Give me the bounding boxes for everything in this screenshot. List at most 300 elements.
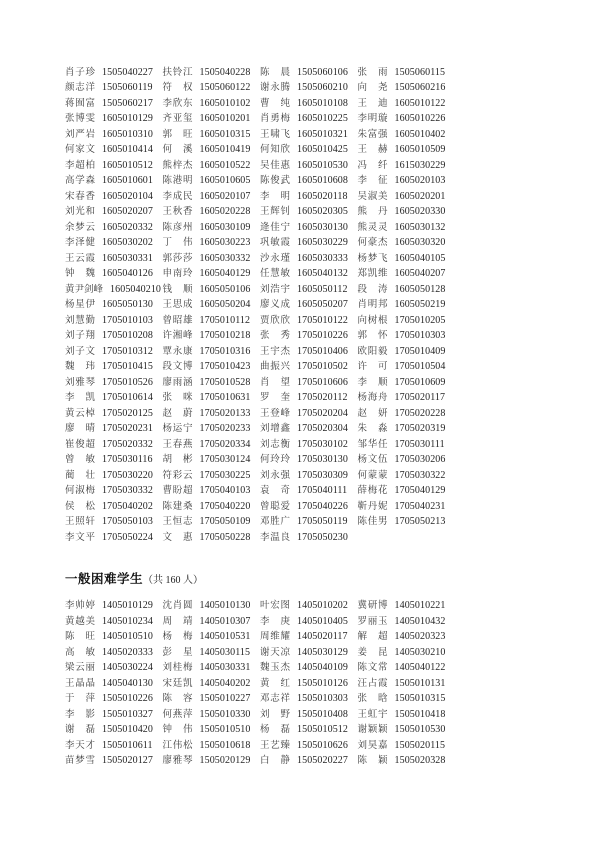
student-id: 1605040132 [297,268,348,280]
student-name: 刘浩宇 [260,284,290,295]
student-name: 许湘峰 [162,331,193,342]
student-id: 1605010414 [102,144,153,156]
student-entry [358,234,456,248]
student-row [65,752,600,768]
student-entry [260,327,358,341]
student-entry [358,690,456,704]
student-id: 1605010226 [394,113,446,125]
student-id: 1505020129 [199,755,251,767]
student-row [65,528,600,544]
student-name: 白静 [260,756,290,767]
student-entry [65,659,163,673]
student-name: 李超柏 [65,160,95,171]
student-id: 1705030225 [199,469,251,481]
student-name: 刘增鑫 [260,424,290,435]
student-id: 1705010208 [102,330,153,342]
student-name: 宋廷凯 [162,678,193,689]
student-id: 1705050213 [394,516,446,528]
student-entry [163,721,261,735]
student-name: 钱顺 [162,284,193,295]
student-entry [358,420,456,434]
student-entry [260,498,358,512]
student-name: 周靖 [162,616,193,627]
student-row [65,690,600,706]
student-id: 1705010316 [199,345,251,357]
student-name: 王辉钊 [260,207,290,218]
student-name: 彭星 [162,647,193,658]
student-name: 陈建桑 [162,501,193,512]
student-id: 1405020117 [297,631,348,643]
student-name: 汪占霞 [357,678,388,689]
student-entry [260,706,358,720]
student-name: 解超 [357,632,388,643]
roster-continued-section [65,63,600,544]
student-row [65,218,600,234]
student-entry [163,389,261,403]
student-name: 谢永腾 [260,83,290,94]
student-name: 段涛 [357,284,388,295]
student-id: 1605050219 [394,299,446,311]
student-entry [260,529,358,543]
student-id: 1605010608 [297,175,348,187]
student-entry [65,281,163,295]
student-id: 1705040231 [394,500,446,512]
student-entry [358,296,456,310]
student-entry [163,420,261,434]
student-name: 廖雅琴 [162,756,193,767]
student-entry [163,312,261,326]
student-id: 1705010504 [394,361,446,373]
student-id: 1705020304 [297,423,348,435]
student-entry [260,219,358,233]
student-row [65,659,600,675]
student-id: 1605030332 [199,252,251,264]
student-entry [163,95,261,109]
student-name: 符权 [162,83,193,94]
student-name: 杨磊 [260,725,290,736]
student-entry [163,358,261,372]
student-entry [65,675,163,689]
student-name: 李帅婷 [65,601,95,612]
student-id: 1605010129 [102,113,153,125]
student-entry [358,498,456,512]
student-name: 王云霞 [65,253,95,264]
student-name: 刘永强 [260,470,290,481]
student-id: 1605010402 [394,128,446,140]
student-name: 曾昭雄 [162,315,193,326]
student-name: 逄佳宁 [260,222,290,233]
student-entry [65,172,163,186]
student-name: 张雨 [357,67,388,78]
student-id: 1605020332 [102,221,153,233]
student-entry [260,752,358,766]
student-name: 王登峰 [260,408,290,419]
student-name: 肖明邦 [357,300,388,311]
student-name: 邓志祥 [260,694,290,705]
student-id: 1505020127 [102,755,153,767]
student-entry [163,219,261,233]
student-name: 杨海舟 [357,393,388,404]
student-entry [65,327,163,341]
student-id: 1705010406 [297,345,348,357]
student-name: 陈彦州 [162,222,193,233]
student-entry [163,706,261,720]
student-name: 郭旺 [162,129,193,140]
student-id: 1705050228 [199,531,251,543]
student-name: 杨文伍 [357,455,388,466]
student-name: 廖雨涵 [162,377,193,388]
student-entry [65,690,163,704]
student-name: 江伟松 [162,740,193,751]
student-entry [358,613,456,627]
student-id: 1705040111 [297,485,348,497]
student-id: 1505010131 [394,677,446,689]
student-name: 王迪 [357,98,388,109]
student-row [65,389,600,405]
student-name: 吴佳惠 [260,160,290,171]
student-entry [163,613,261,627]
student-name: 王照轩 [65,517,95,528]
student-name: 刘子文 [65,346,95,357]
student-entry [163,265,261,279]
student-id: 1505010626 [297,739,348,751]
student-row [65,156,600,172]
student-id: 1705020332 [102,438,153,450]
student-row [65,141,600,157]
student-row [65,125,600,141]
student-id: 1705010415 [102,361,153,373]
student-id: 1705030220 [102,469,153,481]
student-id: 1605010315 [199,128,251,140]
student-id: 1705050119 [297,516,348,528]
student-entry [65,737,163,751]
student-row [65,435,600,451]
student-name: 陈佳男 [357,517,388,528]
student-entry [358,482,456,496]
student-id: 1505010126 [297,677,348,689]
student-id: 1605040207 [394,268,446,280]
student-entry [163,628,261,642]
student-entry [358,250,456,264]
student-row [65,597,600,613]
student-id: 1605050207 [297,299,348,311]
student-id: 1605010605 [199,175,251,187]
student-id: 1705010112 [199,314,251,326]
student-name: 吴淑美 [357,191,388,202]
student-entry [163,644,261,658]
student-id: 1705010502 [297,361,348,373]
student-name: 钟伟 [162,725,193,736]
student-id: 1405010510 [102,631,153,643]
student-name: 陈俊武 [260,176,290,187]
student-id: 1605030130 [297,221,348,233]
student-entry [163,529,261,543]
student-entry [358,721,456,735]
student-id: 1705020228 [394,407,446,419]
student-name: 陈文常 [357,663,388,674]
student-id: 1705020204 [297,407,348,419]
student-id: 1605020107 [199,190,251,202]
student-id: 1705020319 [394,423,446,435]
student-name: 冀研博 [357,601,388,612]
student-name: 张秀 [260,331,290,342]
student-id: 1705020117 [394,392,446,404]
student-id: 1505010327 [102,708,153,720]
student-name: 谢磊 [65,725,95,736]
student-entry [358,141,456,155]
student-id: 1705040226 [297,500,348,512]
student-name: 杨梅 [162,632,193,643]
student-id: 1605050130 [102,299,153,311]
student-id: 1705040202 [102,500,153,512]
student-entry [163,172,261,186]
student-id: 1505010330 [199,708,251,720]
student-entry [65,157,163,171]
student-name: 周维耀 [260,632,290,643]
student-name: 杨星伊 [65,300,95,311]
student-id: 1605030229 [297,237,348,249]
student-id: 1605050106 [199,283,251,295]
student-id: 1705030111 [394,438,445,450]
student-entry [163,203,261,217]
student-entry [358,389,456,403]
student-name: 何淑梅 [65,486,95,497]
student-id: 1705010423 [199,361,251,373]
student-name: 李温良 [260,532,290,543]
student-entry [260,141,358,155]
student-entry [163,327,261,341]
student-id: 1705010614 [102,392,153,404]
student-entry [358,675,456,689]
student-name: 王恒志 [162,517,193,528]
student-name: 崔俊超 [65,439,95,450]
student-name: 齐亚玺 [162,114,193,125]
student-entry [163,436,261,450]
student-entry [163,343,261,357]
student-entry [260,405,358,419]
student-id: 1405030129 [297,646,348,658]
student-entry [65,436,163,450]
student-name: 黄红 [260,678,290,689]
student-entry [358,659,456,673]
student-entry [65,250,163,264]
student-name: 陈晨 [260,67,290,78]
student-entry [65,420,163,434]
student-id: 1505010303 [297,693,348,705]
student-id: 1705020231 [102,423,153,435]
student-entry [65,265,163,279]
student-id: 1605010509 [394,144,446,156]
student-name: 罗丽玉 [357,616,388,627]
student-name: 谢颖颖 [357,725,388,736]
student-name: 朱淼 [357,424,388,435]
student-row [65,265,600,281]
student-row [65,497,600,513]
student-name: 苗梦雪 [65,756,95,767]
student-entry [65,343,163,357]
student-name: 王秋香 [162,207,193,218]
student-id: 1705010526 [102,376,153,388]
student-name: 宋春香 [65,191,95,202]
student-name: 王虹宇 [357,709,388,720]
student-id: 1605010601 [102,175,153,187]
student-name: 蒋囿富 [65,98,95,109]
student-entry [358,64,456,78]
student-name: 曾敏 [65,455,95,466]
student-name: 何燕萍 [162,709,193,720]
student-id: 1605010102 [199,97,251,109]
student-entry [260,79,358,93]
student-id: 1705050103 [102,516,153,528]
student-name: 侯松 [65,501,95,512]
student-name: 黄尹剑峰 [65,284,104,295]
student-entry [65,110,163,124]
student-id: 1605030202 [102,237,153,249]
student-entry [260,250,358,264]
student-id: 1605020103 [394,175,446,187]
student-entry [65,482,163,496]
student-entry [163,141,261,155]
student-name: 王啸飞 [260,129,290,140]
student-name: 李成民 [162,191,193,202]
student-entry [358,628,456,642]
student-entry [163,374,261,388]
student-row [65,373,600,389]
student-entry [260,613,358,627]
student-entry [260,628,358,642]
student-name: 杨运宁 [162,424,193,435]
student-name: 刘严岩 [65,129,95,140]
student-id: 1505010418 [394,708,446,720]
student-name: 何豪杰 [357,238,388,249]
student-id: 1405010234 [102,615,153,627]
student-id: 1505010618 [199,739,251,751]
student-entry [163,737,261,751]
student-id: 1705020112 [297,392,348,404]
student-name: 刘昊嘉 [357,740,388,751]
student-entry [260,389,358,403]
student-entry [358,126,456,140]
student-id: 1605020330 [394,206,446,218]
student-id: 1705010218 [199,330,251,342]
student-entry [260,110,358,124]
student-entry [163,752,261,766]
student-entry [358,203,456,217]
student-entry [260,467,358,481]
student-id: 1705030309 [297,469,348,481]
student-entry [65,126,163,140]
student-id: 1605040126 [102,268,153,280]
student-id: 1705020133 [199,407,251,419]
student-entry [260,374,358,388]
student-entry [65,79,163,93]
student-name: 符彩云 [162,470,193,481]
student-entry [260,436,358,450]
student-name: 曹盼超 [162,486,193,497]
student-name: 黄越美 [65,616,95,627]
student-entry [260,482,358,496]
student-entry [358,405,456,419]
student-name: 赵蔚 [162,408,193,419]
student-id: 1405030210 [394,646,446,658]
student-entry [358,451,456,465]
student-entry [260,281,358,295]
student-entry [163,188,261,202]
student-entry [358,312,456,326]
student-entry [358,157,456,171]
student-row [65,296,600,312]
student-id: 1405010129 [102,600,153,612]
student-name: 向树根 [357,315,388,326]
student-name: 曹纯 [260,98,290,109]
student-name: 张晗 [357,694,388,705]
student-id: 1505010315 [394,693,446,705]
student-name: 王晶晶 [65,678,95,689]
student-entry [358,752,456,766]
student-id: 1615030229 [394,159,446,171]
student-name: 姜昆 [357,647,388,658]
student-id: 1605010419 [199,144,251,156]
student-name: 曾聪爱 [260,501,290,512]
student-id: 1405010202 [297,600,348,612]
student-id: 1605040129 [199,268,251,280]
student-name: 于萍 [65,694,95,705]
student-name: 扶铃江 [162,67,193,78]
student-id: 1505060122 [199,82,251,94]
student-name: 沈肖圆 [162,601,193,612]
student-name: 刘光和 [65,207,95,218]
student-name: 魏玉杰 [260,663,290,674]
section-count-note: （共 160 人） [143,574,204,586]
student-id: 1705040129 [394,485,446,497]
student-name: 高学森 [65,176,95,187]
student-row [65,358,600,374]
student-entry [358,188,456,202]
student-entry [65,203,163,217]
student-entry [65,188,163,202]
student-entry [358,597,456,611]
student-name: 杨梦飞 [357,253,388,264]
student-id: 1505060210 [297,82,348,94]
student-id: 1705030102 [297,438,348,450]
student-name: 刘子翔 [65,331,95,342]
student-name: 王赫 [357,145,388,156]
student-entry [163,64,261,78]
student-name: 王宇杰 [260,346,290,357]
student-id: 1605030223 [199,237,251,249]
student-id: 1705010631 [199,392,251,404]
student-id: 1705050230 [297,531,348,543]
student-entry [260,157,358,171]
student-entry [358,172,456,186]
student-row [65,420,600,436]
student-entry [65,95,163,109]
student-id: 1405010531 [199,631,251,643]
student-name: 王思成 [162,300,193,311]
student-id: 1705010303 [394,330,446,342]
student-entry [260,95,358,109]
student-entry [358,706,456,720]
student-entry [358,644,456,658]
student-name: 王春燕 [162,439,193,450]
student-name: 任慧敏 [260,269,290,280]
student-entry [65,219,163,233]
student-entry [260,64,358,78]
student-name: 向尧 [357,83,388,94]
student-entry [163,513,261,527]
student-entry [260,644,358,658]
student-row [65,721,600,737]
